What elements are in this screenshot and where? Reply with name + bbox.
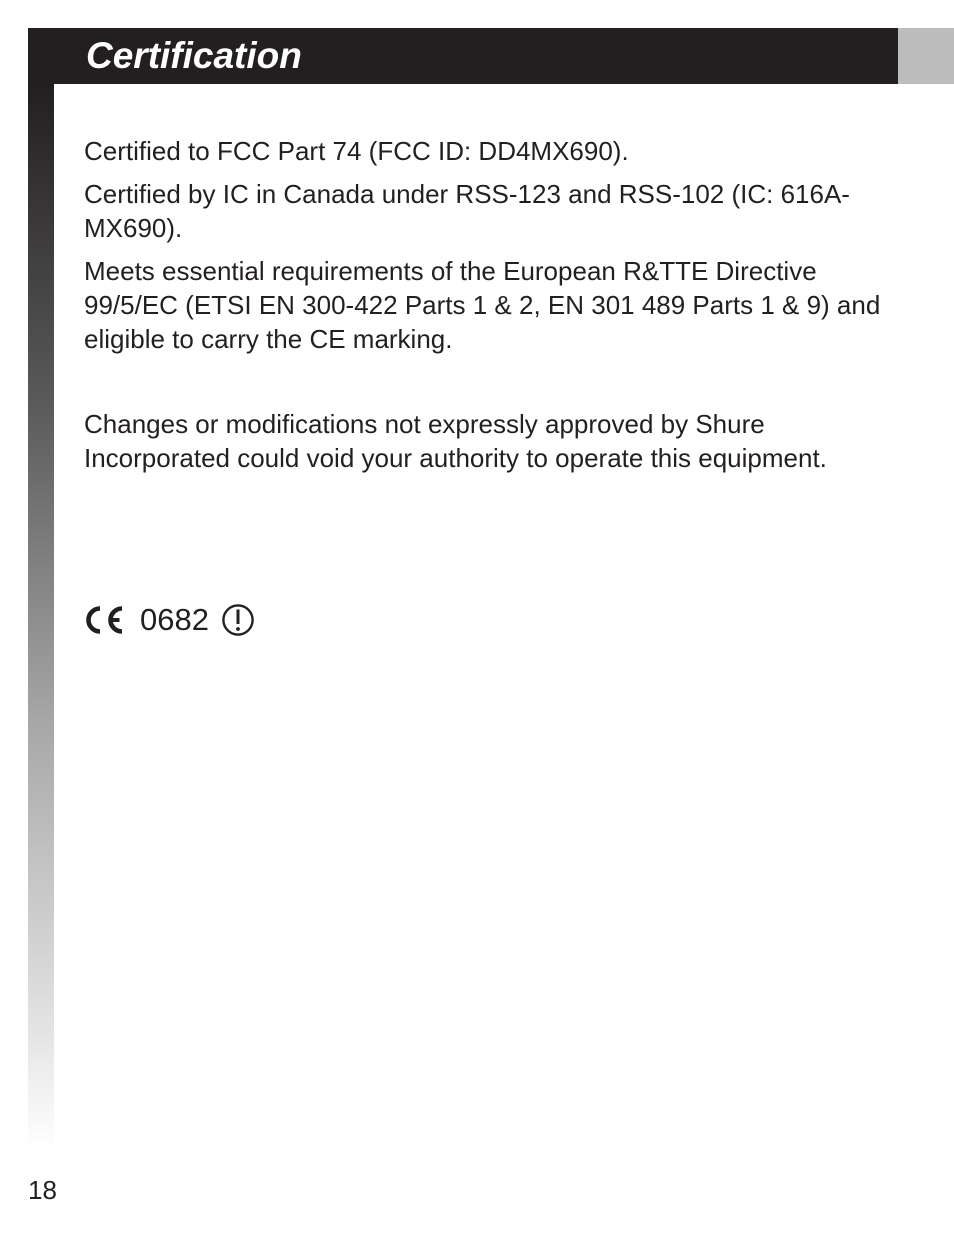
page-title: Certification (86, 35, 302, 76)
page-number: 18 (28, 1175, 57, 1205)
fcc-certification-text: Certified to FCC Part 74 (FCC ID: DD4MX690). (84, 136, 629, 166)
header-tab (898, 28, 954, 84)
notified-body-number: 0682 (140, 602, 209, 637)
ce-mark-icon (84, 605, 126, 635)
ic-certification-text: Certified by IC in Canada under RSS-123 and RSS-102 (IC: 616A-MX690). (84, 179, 850, 243)
class-2-alert-icon (221, 603, 255, 637)
modification-warning-text: Changes or modifications not expressly approved by Shure Incorporated could void your authority to operate this equipment. (84, 409, 827, 473)
certification-marks (84, 600, 255, 640)
rtte-compliance-text: Meets essential requirements of the European R&TTE Directive 99/5/EC (ETSI EN 300-422 Parts 1 & 2, EN 301 489 Parts 1 & 9) and eligible to carry the CE marking. (84, 256, 881, 354)
side-gradient-bar (28, 84, 54, 1150)
